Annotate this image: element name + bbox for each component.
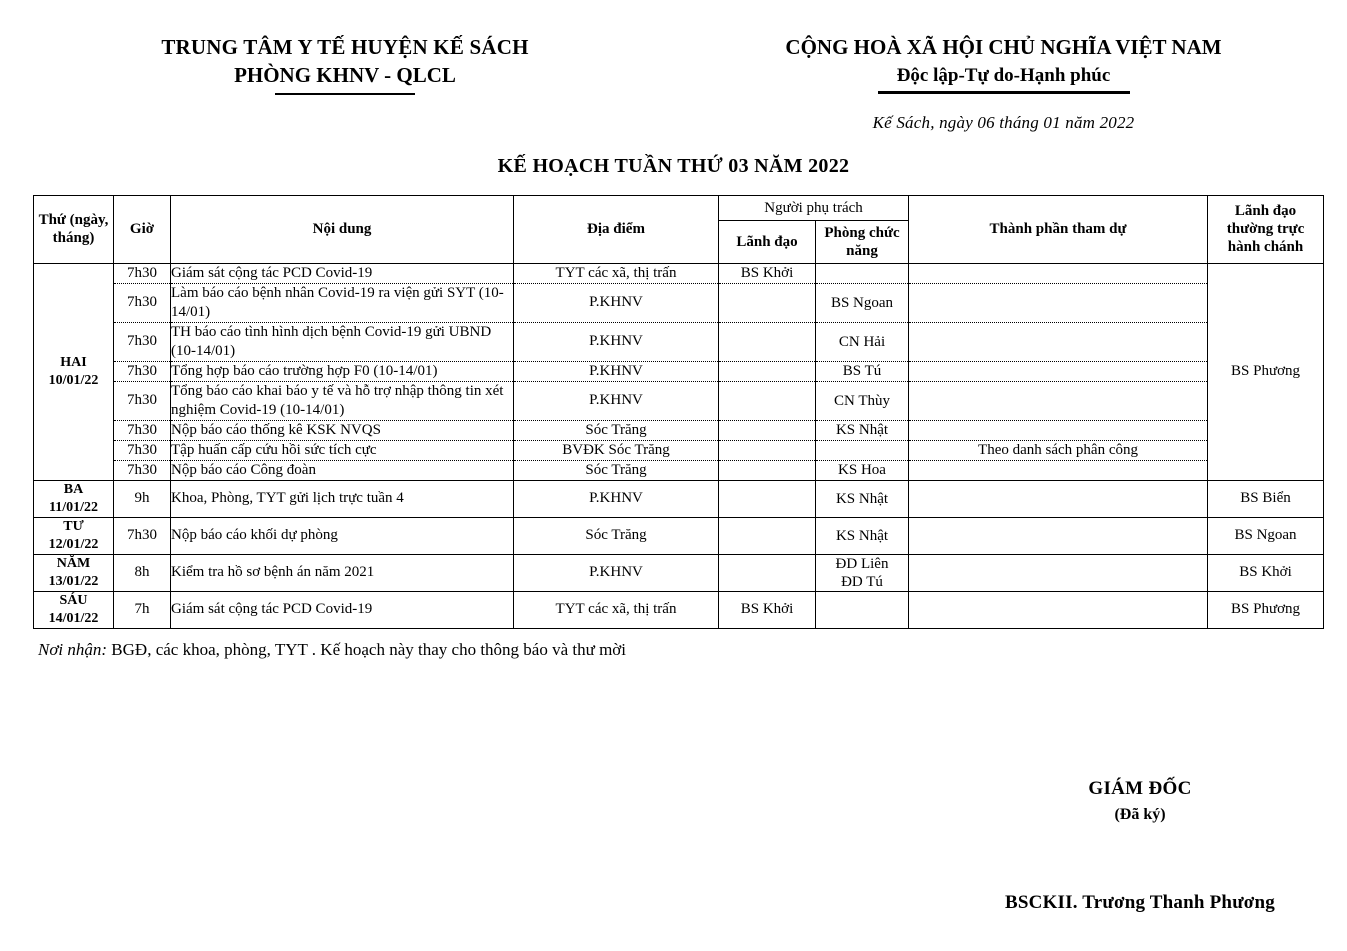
national-motto: Độc lập-Tự do-Hạnh phúc	[896, 65, 1111, 86]
issuing-organization-block	[0, 34, 660, 133]
content-cell: Kiểm tra hồ sơ bệnh án năm 2021	[171, 554, 514, 591]
day-date: 14/01/22	[48, 610, 99, 626]
leader-cell	[719, 480, 816, 517]
content-cell: Nộp báo cáo khối dự phòng	[171, 517, 514, 554]
leader-cell	[719, 322, 816, 361]
place-cell: P.KHNV	[514, 480, 719, 517]
place-cell: Sóc Trăng	[514, 517, 719, 554]
department-cell	[816, 440, 909, 460]
recipients-line	[38, 640, 1347, 660]
content-cell: Tổng hợp báo cáo trường hợp F0 (10-14/01)	[171, 361, 514, 381]
department-cell: KS Nhật	[816, 480, 909, 517]
col-header-participants: Thành phần tham dự	[909, 195, 1208, 263]
department-cell: CN Thùy	[816, 381, 909, 420]
participants-cell	[909, 591, 1208, 628]
day-date: 12/01/22	[48, 536, 99, 552]
day-name: TƯ	[63, 518, 84, 534]
content-cell: Khoa, Phòng, TYT gửi lịch trực tuần 4	[171, 480, 514, 517]
content-cell: Nộp báo cáo Công đoàn	[171, 460, 514, 480]
recipients-label: Nơi nhận:	[38, 639, 108, 659]
table-row	[34, 460, 1324, 480]
place-cell: P.KHNV	[514, 361, 719, 381]
table-row	[34, 591, 1324, 628]
table-row	[34, 361, 1324, 381]
place-cell: Sóc Trăng	[514, 460, 719, 480]
national-heading-block	[660, 34, 1347, 133]
country-name: CỘNG HOÀ XÃ HỘI CHỦ NGHĨA VIỆT NAM	[785, 35, 1222, 59]
table-row	[34, 554, 1324, 591]
table-head	[34, 195, 1324, 263]
table-row	[34, 480, 1324, 517]
time-cell: 8h	[114, 554, 171, 591]
place-cell: TYT các xã, thị trấn	[514, 263, 719, 283]
col-header-person-in-charge: Người phụ trách	[719, 195, 909, 220]
day-cell	[34, 517, 114, 554]
place-and-date: Kế Sách, ngày 06 tháng 01 năm 2022	[872, 112, 1135, 132]
leader-cell	[719, 381, 816, 420]
col-header-department: Phòng chức năng	[816, 220, 909, 263]
leader-cell	[719, 554, 816, 591]
place-cell: TYT các xã, thị trấn	[514, 591, 719, 628]
department-cell: BS Ngoan	[816, 283, 909, 322]
table-row	[34, 440, 1324, 460]
table-row	[34, 381, 1324, 420]
content-cell: Tập huấn cấp cứu hồi sức tích cực	[171, 440, 514, 460]
participants-cell	[909, 263, 1208, 283]
leader-cell	[719, 460, 816, 480]
day-cell	[34, 591, 114, 628]
col-header-place: Địa điểm	[514, 195, 719, 263]
weekly-plan-table	[33, 195, 1324, 629]
department-cell: BS Tú	[816, 361, 909, 381]
table-row	[34, 517, 1324, 554]
table-row	[34, 283, 1324, 322]
leader-cell	[719, 440, 816, 460]
content-cell: Tổng báo cáo khai báo y tế và hỗ trợ nhập thông tin xét nghiệm Covid-19 (10-14/01)	[171, 381, 514, 420]
duty-leader-cell: BS Ngoan	[1208, 517, 1324, 554]
place-cell: P.KHNV	[514, 381, 719, 420]
participants-cell: Theo danh sách phân công	[909, 440, 1208, 460]
content-cell: Làm báo cáo bệnh nhân Covid-19 ra viện gửi SYT (10-14/01)	[171, 283, 514, 322]
table-row	[34, 420, 1324, 440]
participants-cell	[909, 283, 1208, 322]
day-cell	[34, 263, 114, 480]
time-cell: 7h30	[114, 440, 171, 460]
col-header-content: Nội dung	[171, 195, 514, 263]
table-row	[34, 322, 1324, 361]
day-date: 10/01/22	[48, 372, 99, 388]
department-cell	[816, 591, 909, 628]
department-cell: ĐD Liên ĐD Tú	[816, 554, 909, 591]
place-cell: BVĐK Sóc Trăng	[514, 440, 719, 460]
participants-cell	[909, 460, 1208, 480]
leader-cell	[719, 517, 816, 554]
day-name: NĂM	[56, 555, 91, 571]
signer-name: BSCKII. Trương Thanh Phương	[1005, 892, 1275, 913]
content-cell: Giám sát cộng tác PCD Covid-19	[171, 591, 514, 628]
participants-cell	[909, 322, 1208, 361]
leader-cell	[719, 283, 816, 322]
leader-cell	[719, 420, 816, 440]
col-header-time: Giờ	[114, 195, 171, 263]
signed-note: (Đã ký)	[1114, 806, 1166, 823]
organization-name: TRUNG TÂM Y TẾ HUYỆN KẾ SÁCH	[161, 35, 529, 59]
duty-leader-cell: BS Phương	[1208, 591, 1324, 628]
time-cell: 7h30	[114, 361, 171, 381]
page-title: KẾ HOẠCH TUẦN THỨ 03 NĂM 2022	[497, 154, 850, 177]
department-cell: KS Hoa	[816, 460, 909, 480]
recipients-text: BGĐ, các khoa, phòng, TYT . Kế hoạch này thay cho thông báo và thư mời	[111, 639, 627, 659]
duty-leader-cell: BS Khởi	[1208, 554, 1324, 591]
day-name: SÁU	[59, 592, 88, 608]
table-header-row-1	[34, 195, 1324, 220]
department-name: PHÒNG KHNV - QLCL	[234, 63, 456, 87]
content-cell: TH báo cáo tình hình dịch bệnh Covid-19 gửi UBND (10-14/01)	[171, 322, 514, 361]
day-date: 13/01/22	[48, 573, 99, 589]
time-cell: 9h	[114, 480, 171, 517]
day-cell	[34, 480, 114, 517]
col-header-duty-leader: Lãnh đạo thường trực hành chánh	[1208, 195, 1324, 263]
day-cell	[34, 554, 114, 591]
table-row	[34, 263, 1324, 283]
duty-leader-cell: BS Biển	[1208, 480, 1324, 517]
signature-block	[940, 778, 1340, 914]
col-header-day: Thứ (ngày, tháng)	[34, 195, 114, 263]
col-header-leader: Lãnh đạo	[719, 220, 816, 263]
department-cell: KS Nhật	[816, 517, 909, 554]
participants-cell	[909, 381, 1208, 420]
participants-cell	[909, 517, 1208, 554]
participants-cell	[909, 420, 1208, 440]
place-cell: Sóc Trăng	[514, 420, 719, 440]
time-cell: 7h30	[114, 263, 171, 283]
motto-underline	[878, 91, 1130, 94]
duty-leader-cell: BS Phương	[1208, 263, 1324, 480]
time-cell: 7h30	[114, 460, 171, 480]
place-cell: P.KHNV	[514, 322, 719, 361]
schedule-table-wrapper	[33, 195, 1323, 629]
leader-cell: BS Khởi	[719, 591, 816, 628]
department-cell: KS Nhật	[816, 420, 909, 440]
time-cell: 7h30	[114, 517, 171, 554]
participants-cell	[909, 361, 1208, 381]
participants-cell	[909, 480, 1208, 517]
content-cell: Nộp báo cáo thống kê KSK NVQS	[171, 420, 514, 440]
time-cell: 7h30	[114, 420, 171, 440]
leader-cell: BS Khởi	[719, 263, 816, 283]
department-cell: CN Hải	[816, 322, 909, 361]
participants-cell	[909, 554, 1208, 591]
time-cell: 7h30	[114, 322, 171, 361]
day-name: HAI	[60, 354, 87, 370]
place-cell: P.KHNV	[514, 554, 719, 591]
day-name: BA	[63, 481, 84, 497]
time-cell: 7h	[114, 591, 171, 628]
day-date: 11/01/22	[48, 499, 98, 515]
content-cell: Giám sát cộng tác PCD Covid-19	[171, 263, 514, 283]
document-header	[0, 0, 1347, 133]
time-cell: 7h30	[114, 283, 171, 322]
place-cell: P.KHNV	[514, 283, 719, 322]
department-cell	[816, 263, 909, 283]
signer-title: GIÁM ĐỐC	[1088, 778, 1192, 799]
leader-cell	[719, 361, 816, 381]
organization-underline	[275, 93, 415, 95]
table-body	[34, 263, 1324, 628]
time-cell: 7h30	[114, 381, 171, 420]
